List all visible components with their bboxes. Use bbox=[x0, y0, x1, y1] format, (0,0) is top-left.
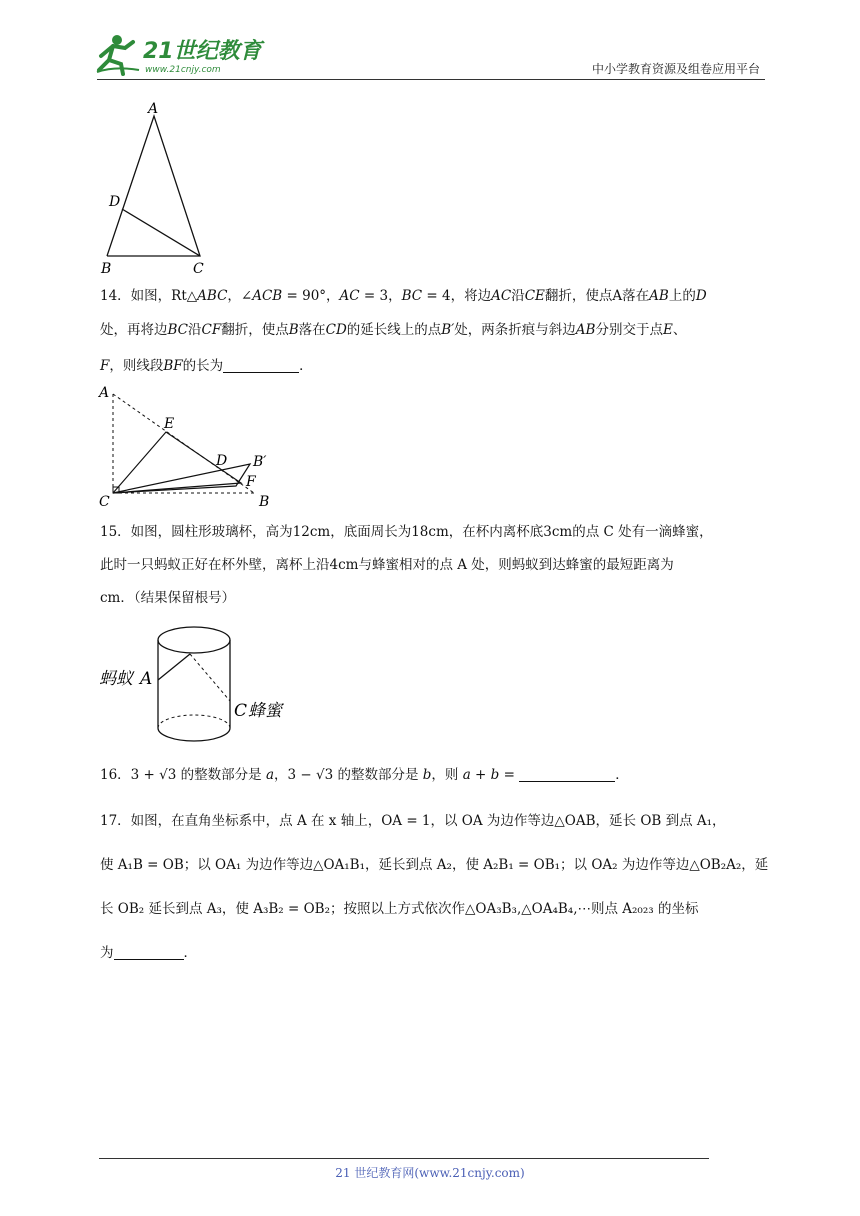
question-16: 16．3 + √3 的整数部分是 a，3 − √3 的整数部分是 b，则 a + b = ． bbox=[100, 767, 629, 783]
question-17-line-2: 使 A₁B = OB；以 OA₁ 为边作等边△OA₁B₁，延长到点 A₂，使 A₂B₁ = OB₁；以 OA₂ 为边作等边△OB₂A₂，延 bbox=[100, 857, 769, 873]
answer-blank-16[interactable] bbox=[519, 767, 615, 782]
question-14-line-1: 14．如图，Rt△ABC，∠ACB = 90°，AC = 3，BC = 4，将边AC沿CE翻折，使点A落在AB上的D bbox=[100, 288, 707, 304]
question-17-line-1: 17．如图，在直角坐标系中，点 A 在 x 轴上，OA = 1，以 OA 为边作等边△OAB，延长 OB 到点 A₁， bbox=[100, 813, 726, 829]
fig14-label-a: A bbox=[99, 385, 110, 401]
question-17-line-4: 为 ． bbox=[100, 945, 197, 961]
logo-text: 21世纪教育 bbox=[143, 39, 262, 64]
question-15-line-2: 此时一只蚂蚁正好在杯外壁，离杯上沿4cm与蜂蜜相对的点 A 处，则蚂蚁到达蜂蜜的最短距离为 bbox=[100, 557, 674, 573]
question-14-line-2: 处，再将边BC沿CF翻折，使点B落在CD的延长线上的点B′处，两条折痕与斜边AB分别交于点E、 bbox=[100, 322, 687, 338]
cylinder-figure-15 bbox=[96, 618, 306, 753]
answer-blank-17[interactable] bbox=[114, 945, 184, 960]
fig14-label-c: C bbox=[99, 494, 110, 510]
fig13-label-d: D bbox=[109, 194, 121, 210]
fig15-label-a: A bbox=[140, 669, 153, 689]
footer-divider bbox=[99, 1158, 709, 1159]
fig14-label-d: D bbox=[216, 453, 228, 469]
fig13-label-a: A bbox=[148, 101, 159, 117]
footer-text: 21 世纪教育网(www.21cnjy.com) bbox=[335, 1166, 525, 1180]
fig15-label-c: C bbox=[234, 701, 248, 721]
fig14-label-b-prime: B′ bbox=[253, 454, 267, 470]
platform-title: 中小学教育资源及组卷应用平台 bbox=[591, 62, 760, 76]
fig13-label-c: C bbox=[193, 261, 204, 277]
site-logo bbox=[95, 30, 265, 80]
answer-blank-14[interactable] bbox=[223, 358, 299, 373]
fold-figure-14 bbox=[96, 380, 286, 510]
question-15-line-1: 15．如图，圆柱形玻璃杯，高为12cm，底面周长为18cm，在杯内离杯底3cm的点 C 处有一滴蜂蜜， bbox=[100, 524, 713, 540]
fig14-label-e: E bbox=[164, 416, 175, 432]
fig13-label-b: B bbox=[101, 261, 112, 277]
logo-url: www.21cnjy.com bbox=[145, 65, 221, 75]
ant-label: 蚂蚁 bbox=[99, 669, 133, 689]
fig14-label-f: F bbox=[246, 474, 256, 490]
fig14-label-b: B bbox=[259, 494, 270, 510]
running-figure-icon bbox=[95, 30, 265, 80]
question-15-line-3: cm．（结果保留根号） bbox=[100, 590, 236, 606]
triangle-figure-13 bbox=[96, 98, 216, 278]
question-14-line-3: F，则线段BF的长为 ． bbox=[100, 358, 313, 374]
question-17-line-3: 长 OB₂ 延长到点 A₃，使 A₃B₂ = OB₂；按照以上方式依次作△OA₃B₃,△OA₄B₄,⋯则点 A₂₀₂₃ 的坐标 bbox=[100, 901, 699, 917]
header-divider bbox=[97, 79, 765, 80]
honey-label: 蜂蜜 bbox=[248, 701, 282, 721]
